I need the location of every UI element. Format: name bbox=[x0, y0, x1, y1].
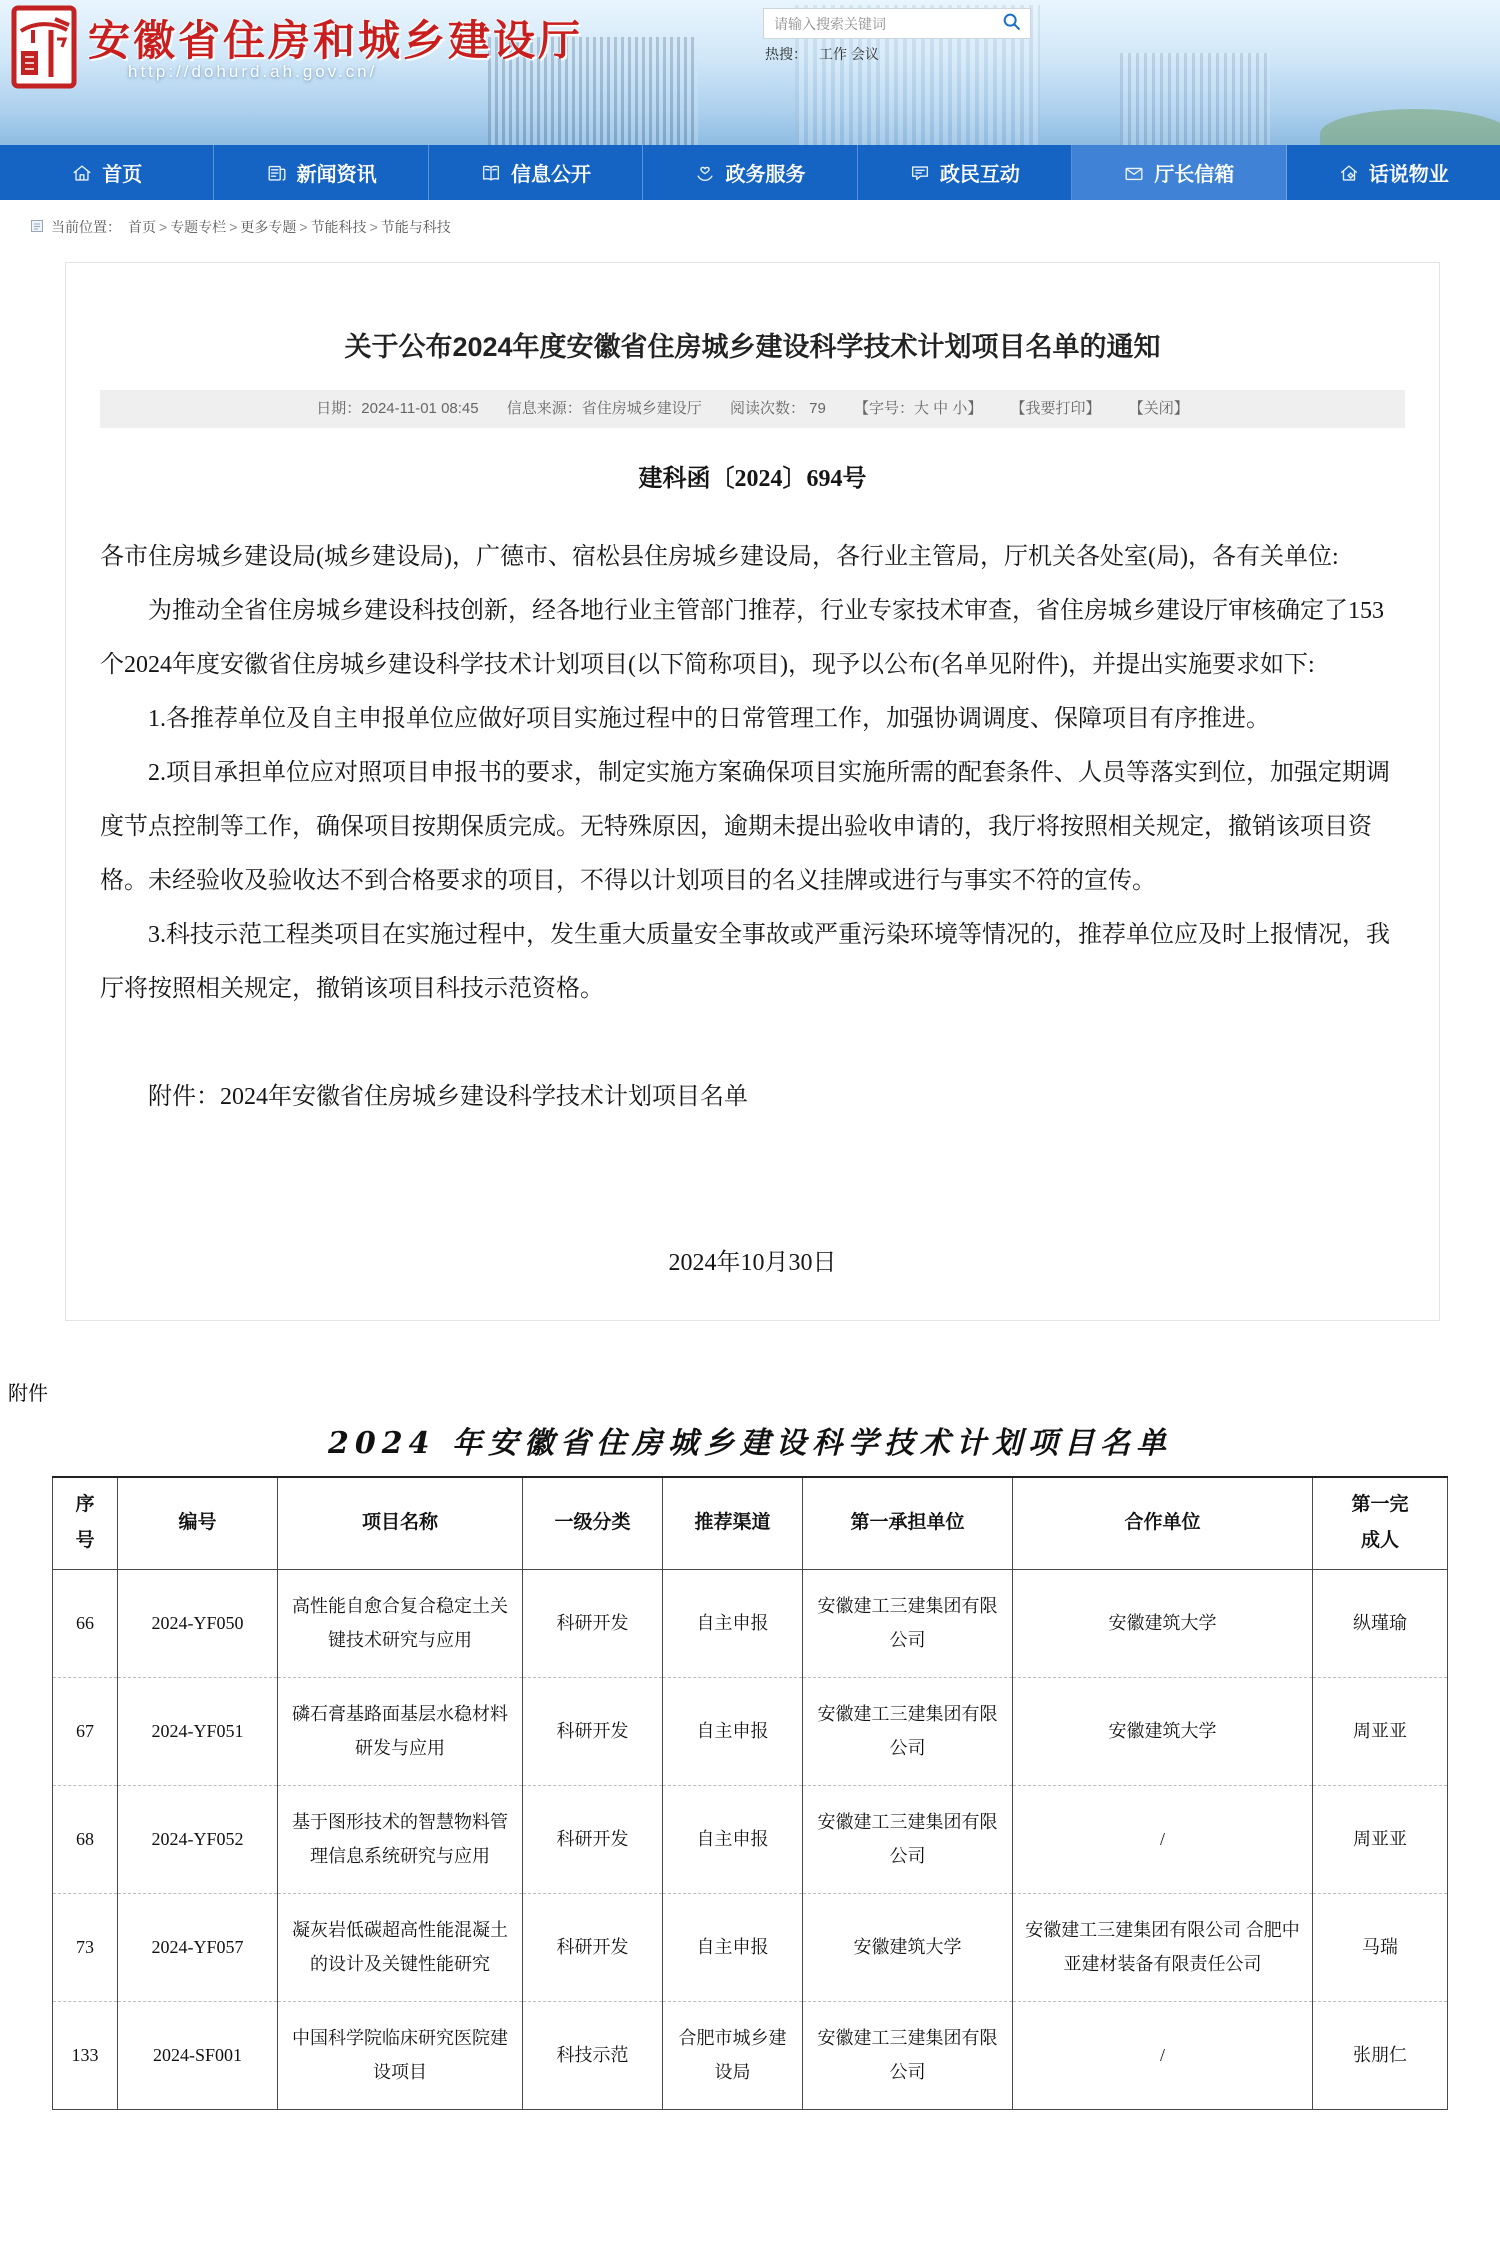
table-cell: 安徽建工三建集团有限公司 bbox=[803, 2001, 1013, 2109]
table-cell: 周亚亚 bbox=[1313, 1677, 1448, 1785]
search-box bbox=[763, 8, 1031, 39]
table-row bbox=[53, 1677, 1448, 1785]
breadcrumb-separator: > bbox=[369, 219, 378, 235]
table-row bbox=[53, 1569, 1448, 1677]
breadcrumb-link[interactable]: 节能科技 bbox=[310, 219, 367, 235]
column-header: 第一完成人 bbox=[1313, 1477, 1448, 1569]
attachment-section bbox=[0, 1377, 1500, 2110]
table-cell: 自主申报 bbox=[663, 1893, 803, 2001]
nav-item-政民互动[interactable] bbox=[858, 145, 1072, 200]
breadcrumb-link[interactable]: 首页 bbox=[128, 219, 156, 235]
breadcrumb-link[interactable]: 节能与科技 bbox=[380, 219, 451, 235]
column-header: 一级分类 bbox=[523, 1477, 663, 1569]
document-number: 建科函〔2024〕694号 bbox=[638, 466, 867, 492]
site-title: 安徽省住房和城乡建设厅 bbox=[88, 17, 584, 64]
attachment-reference-line: 附件：2024年安徽省住房城乡建设科学技术计划项目名单 bbox=[148, 1084, 748, 1110]
breadcrumb-separator: > bbox=[299, 219, 308, 235]
hot-search bbox=[765, 44, 879, 64]
table-cell: 科研开发 bbox=[523, 1677, 663, 1785]
print-button[interactable]: 【我要打印】 bbox=[1010, 400, 1101, 417]
meta-date: 日期：2024-11-01 08:45 bbox=[316, 400, 479, 417]
article-paragraph: 2.项目承担单位应对照项目申报书的要求，制定实施方案确保项目实施所需的配套条件、人员等落实到位，加强定期调度节点控制等工作，确保项目按期保质完成。无特殊原因，逾期未提出验收申请的，我厅将按照相关规定，撤销该项目资格。未经验收及验收达不到合格要求的项目，不得以计划项目的名义挂牌或进行与事实不符的宣传。 bbox=[100, 760, 1390, 894]
nav-item-厅长信箱[interactable] bbox=[1072, 145, 1286, 200]
breadcrumb-separator: > bbox=[159, 219, 168, 235]
table-cell: 2024-YF050 bbox=[118, 1569, 278, 1677]
table-cell: 安徽建工三建集团有限公司 bbox=[803, 1677, 1013, 1785]
project-table bbox=[52, 1476, 1448, 2110]
table-row bbox=[53, 2001, 1448, 2109]
column-header: 推荐渠道 bbox=[663, 1477, 803, 1569]
signature-date: 2024年10月30日 bbox=[668, 1250, 837, 1276]
chat-icon bbox=[909, 162, 931, 184]
news-icon bbox=[266, 162, 288, 184]
nav-item-label: 政务服务 bbox=[725, 164, 806, 186]
nav-item-label: 政民互动 bbox=[939, 164, 1020, 186]
nav-item-信息公开[interactable] bbox=[429, 145, 643, 200]
table-cell: 2024-YF052 bbox=[118, 1785, 278, 1893]
table-cell: 科研开发 bbox=[523, 1569, 663, 1677]
table-cell: 高性能自愈合复合稳定土关键技术研究与应用 bbox=[278, 1569, 523, 1677]
search-input[interactable] bbox=[764, 16, 994, 32]
article-paragraph: 为推动全省住房城乡建设科技创新，经各地行业主管部门推荐，行业专家技术审查，省住房城乡建设厅审核确定了153个2024年度安徽省住房城乡建设科学技术计划项目(以下简称项目)，现予以公布(名单见附件)，并提出实施要求如下: bbox=[100, 598, 1384, 678]
nav-item-label: 话说物业 bbox=[1368, 164, 1449, 186]
article-meta-bar bbox=[100, 390, 1405, 428]
table-cell: 安徽建工三建集团有限公司 bbox=[803, 1569, 1013, 1677]
nav-item-话说物业[interactable] bbox=[1287, 145, 1500, 200]
font-size-control[interactable]: 【字号：大 中 小】 bbox=[854, 400, 983, 417]
table-cell: 自主申报 bbox=[663, 1569, 803, 1677]
nav-item-label: 信息公开 bbox=[511, 164, 592, 186]
breadcrumb-separator: > bbox=[229, 219, 238, 235]
article-body bbox=[100, 452, 1405, 1290]
attachment-table-title: 2024 年安徽省住房城乡建设科学技术计划项目名单 bbox=[328, 1426, 1172, 1461]
property-icon bbox=[1338, 162, 1360, 184]
table-cell: 133 bbox=[53, 2001, 118, 2109]
table-cell: 自主申报 bbox=[663, 1677, 803, 1785]
table-cell: 自主申报 bbox=[663, 1785, 803, 1893]
site-banner bbox=[0, 0, 1500, 145]
book-icon bbox=[480, 162, 502, 184]
table-cell: 科技示范 bbox=[523, 2001, 663, 2109]
table-cell: 中国科学院临床研究医院建设项目 bbox=[278, 2001, 523, 2109]
article-title: 关于公布2024年度安徽省住房城乡建设科学技术计划项目名单的通知 bbox=[344, 332, 1161, 362]
table-cell: 安徽建筑大学 bbox=[1013, 1677, 1313, 1785]
article-card bbox=[65, 262, 1440, 1321]
table-row bbox=[53, 1893, 1448, 2001]
column-header: 第一承担单位 bbox=[803, 1477, 1013, 1569]
table-cell: 科研开发 bbox=[523, 1893, 663, 2001]
banner-trees-decoration bbox=[1320, 109, 1500, 145]
article-paragraph: 各市住房城乡建设局(城乡建设局)，广德市、宿松县住房城乡建设局，各行业主管局，厅机关各处室(局)，各有关单位: bbox=[100, 544, 1339, 570]
table-row bbox=[53, 1785, 1448, 1893]
location-icon bbox=[30, 219, 44, 236]
service-icon bbox=[694, 162, 716, 184]
breadcrumb-items bbox=[128, 217, 451, 237]
table-cell: 安徽建筑大学 bbox=[1013, 1569, 1313, 1677]
table-cell: 基于图形技术的智慧物料管理信息系统研究与应用 bbox=[278, 1785, 523, 1893]
column-header: 合作单位 bbox=[1013, 1477, 1313, 1569]
table-cell: 凝灰岩低碳超高性能混凝土的设计及关键性能研究 bbox=[278, 1893, 523, 2001]
table-cell: 张朋仁 bbox=[1313, 2001, 1448, 2109]
table-cell: 安徽建工三建集团有限公司 bbox=[803, 1785, 1013, 1893]
nav-item-label: 首页 bbox=[102, 164, 143, 186]
table-cell: 66 bbox=[53, 1569, 118, 1677]
table-cell: / bbox=[1013, 2001, 1313, 2109]
table-cell: 安徽建筑大学 bbox=[803, 1893, 1013, 2001]
breadcrumb-link[interactable]: 更多专题 bbox=[240, 219, 297, 235]
nav-item-label: 新闻资讯 bbox=[296, 164, 377, 186]
table-cell: / bbox=[1013, 1785, 1313, 1893]
nav-item-首页[interactable] bbox=[0, 145, 214, 200]
table-cell: 2024-YF051 bbox=[118, 1677, 278, 1785]
attachment-label: 附件 bbox=[8, 1383, 48, 1405]
home-icon bbox=[71, 162, 93, 184]
table-cell: 马瑞 bbox=[1313, 1893, 1448, 2001]
table-cell: 2024-SF001 bbox=[118, 2001, 278, 2109]
meta-views: 阅读次数： 79 bbox=[729, 400, 826, 417]
table-cell: 纵瑾瑜 bbox=[1313, 1569, 1448, 1677]
table-cell: 73 bbox=[53, 1893, 118, 2001]
table-cell: 2024-YF057 bbox=[118, 1893, 278, 2001]
search-button[interactable] bbox=[994, 9, 1030, 38]
column-header: 序号 bbox=[53, 1477, 118, 1569]
hot-keyword-link[interactable]: 会议 bbox=[850, 46, 879, 62]
mailbox-icon bbox=[1123, 162, 1145, 184]
column-header: 编号 bbox=[118, 1477, 278, 1569]
column-header: 项目名称 bbox=[278, 1477, 523, 1569]
breadcrumb bbox=[0, 200, 1500, 254]
table-cell: 合肥市城乡建设局 bbox=[663, 2001, 803, 2109]
hot-keyword-link[interactable]: 工作 bbox=[819, 46, 847, 62]
nav-item-政务服务[interactable] bbox=[643, 145, 857, 200]
hot-search-links bbox=[819, 44, 879, 64]
nav-item-label: 厅长信箱 bbox=[1154, 164, 1235, 186]
table-cell: 安徽建工三建集团有限公司 合肥中亚建材装备有限责任公司 bbox=[1013, 1893, 1313, 2001]
search-icon bbox=[1001, 11, 1023, 36]
banner-building-decoration bbox=[1120, 53, 1270, 145]
hot-search-label: 热搜： bbox=[765, 46, 807, 62]
table-cell: 68 bbox=[53, 1785, 118, 1893]
site-logo[interactable] bbox=[10, 5, 78, 94]
table-header-row bbox=[53, 1477, 1448, 1569]
nav-item-新闻资讯[interactable] bbox=[214, 145, 428, 200]
breadcrumb-link[interactable]: 专题专栏 bbox=[170, 219, 227, 235]
meta-source: 信息来源：省住房城乡建设厅 bbox=[506, 400, 702, 417]
article-paragraph: 1.各推荐单位及自主申报单位应做好项目实施过程中的日常管理工作，加强协调调度、保障项目有序推进。 bbox=[148, 706, 1270, 732]
main-nav bbox=[0, 145, 1500, 200]
article-paragraphs bbox=[100, 530, 1405, 1016]
table-cell: 周亚亚 bbox=[1313, 1785, 1448, 1893]
table-cell: 67 bbox=[53, 1677, 118, 1785]
article-paragraph: 3.科技示范工程类项目在实施过程中，发生重大质量安全事故或严重污染环境等情况的，推荐单位应及时上报情况，我厅将按照相关规定，撤销该项目科技示范资格。 bbox=[100, 922, 1390, 1002]
table-cell: 科研开发 bbox=[523, 1785, 663, 1893]
site-url: http://dohurd.ah.gov.cn/ bbox=[128, 62, 378, 81]
table-cell: 磷石膏基路面基层水稳材料研发与应用 bbox=[278, 1677, 523, 1785]
close-button[interactable]: 【关闭】 bbox=[1128, 400, 1189, 417]
breadcrumb-prefix: 当前位置： bbox=[51, 219, 121, 235]
